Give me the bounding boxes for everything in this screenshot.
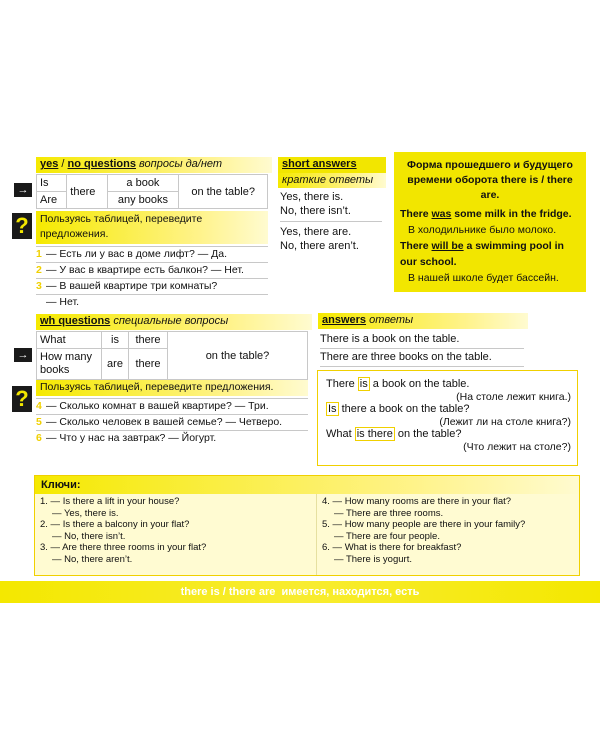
cell-are: Are — [37, 192, 67, 209]
key-line: — There are three rooms. — [334, 507, 444, 519]
example-statement-ru: (На столе лежит книга.) — [456, 390, 571, 403]
cell-how-many-books: How many books — [37, 349, 102, 380]
list-item: Yes, there are. — [280, 221, 382, 239]
question-icon: ? — [12, 386, 32, 412]
question-icon: ? — [12, 213, 32, 239]
cell-there: there — [129, 349, 168, 380]
answers-list — [320, 331, 524, 367]
wh-header: wh questions специальные вопросы — [36, 314, 312, 330]
yesno-table — [36, 174, 268, 209]
key-line: — There are four people. — [334, 530, 440, 542]
footer-text: there is / there are имеется, находится, есть — [180, 586, 420, 598]
list-item: No, there isn’t. — [280, 205, 351, 217]
cell-on-table: on the table? — [168, 332, 308, 380]
key-line: 5. — How many people are there in your family? — [322, 519, 526, 530]
keys-box — [34, 475, 580, 576]
list-item: 6 — Что у нас на завтрак? — Йогурт. — [36, 430, 308, 446]
cell-are: are — [102, 349, 129, 380]
past-translation: В холодильнике было молоко. — [408, 224, 557, 236]
wh-task: Пользуясь таблицей, переведите предложения. — [36, 380, 308, 396]
future-example: There will be a swimming pool in our school. — [400, 240, 564, 268]
yesno-questions — [36, 246, 268, 310]
wh-table — [36, 331, 308, 380]
list-item: — Нет. — [36, 294, 268, 310]
key-line: 2. — Is there a balcony in your flat? — [40, 519, 190, 530]
answers-header: answers ответы — [318, 313, 528, 329]
keys-title: Ключи: — [35, 476, 579, 494]
key-line: 1. — Is there a lift in your house? — [40, 496, 180, 507]
arrow-icon: → — [14, 183, 32, 197]
key-line: — Yes, there is. — [52, 507, 119, 519]
cell-any-books: any books — [107, 192, 179, 209]
example-statement: There is a book on the table. — [326, 378, 470, 390]
arrow-icon: → — [14, 348, 32, 362]
list-item: 3 — В вашей квартире три комнаты? — [36, 278, 268, 294]
short-answers-subtitle: краткие ответы — [278, 173, 386, 188]
future-translation: В нашей школе будет бассейн. — [408, 272, 559, 284]
list-item: 1 — Есть ли у вас в доме лифт? — Да. — [36, 246, 268, 262]
keys-right — [317, 494, 579, 575]
example-wh-question: What is there on the table? — [326, 428, 462, 440]
short-answers-header: short answers — [278, 157, 386, 173]
list-item: There is a book on the table. — [320, 331, 524, 349]
past-future-box — [394, 152, 586, 292]
cell-there: there — [67, 175, 107, 209]
past-example: There was some milk in the fridge. — [400, 208, 572, 220]
list-item: 5 — Сколько человек в вашей семье? — Четверо. — [36, 414, 308, 430]
list-item: No, there aren’t. — [280, 240, 359, 252]
cell-on-table: on the table? — [179, 175, 268, 209]
example-question: Is there a book on the table? — [328, 403, 470, 415]
list-item: 2 — У вас в квартире есть балкон? — Нет. — [36, 262, 268, 278]
cell-is: Is — [37, 175, 67, 192]
cell-what: What — [37, 332, 102, 349]
cell-a-book: a book — [107, 175, 179, 192]
example-wh-question-ru: (Что лежит на столе?) — [463, 440, 571, 453]
yesno-header: yes / no questions вопросы да/нет — [36, 157, 272, 173]
keys-left — [35, 494, 317, 575]
key-line: — There is yogurt. — [334, 553, 412, 565]
key-line: 6. — What is there for breakfast? — [322, 542, 462, 553]
key-line: — No, there aren’t. — [52, 553, 133, 565]
key-line: — No, there isn’t. — [52, 530, 126, 542]
footer-bar — [0, 581, 600, 603]
wh-questions — [36, 398, 308, 446]
list-item: Yes, there is. — [280, 191, 344, 203]
short-answers-list — [280, 190, 382, 253]
example-question-ru: (Лежит ли на столе книга?) — [439, 415, 571, 428]
key-line: 3. — Are there three rooms in your flat? — [40, 542, 207, 553]
cell-is: is — [102, 332, 129, 349]
cell-there: there — [129, 332, 168, 349]
list-item: 4 — Сколько комнат в вашей квартире? — Три. — [36, 398, 308, 414]
list-item: There are three books on the table. — [320, 349, 524, 367]
key-line: 4. — How many rooms are there in your flat? — [322, 496, 512, 507]
past-future-title: Форма прошедшего и будущего времени оборота there is / there are. — [407, 159, 573, 201]
yesno-task: Пользуясь таблицей, переведите предложения. — [36, 211, 268, 244]
examples-box — [317, 370, 578, 466]
